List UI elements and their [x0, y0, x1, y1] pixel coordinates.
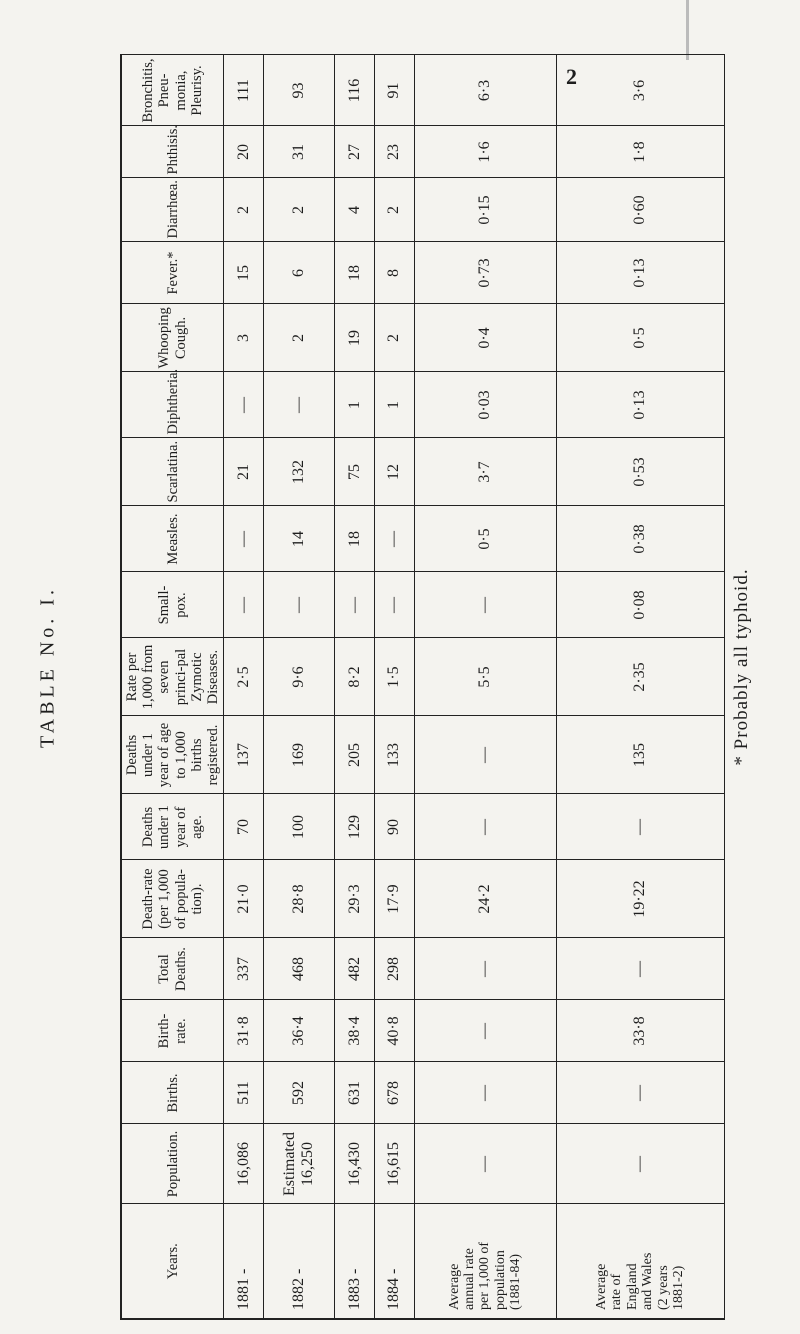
table-cell: 40·8 — [374, 1000, 414, 1062]
table-cell: 27 — [335, 126, 375, 178]
table-cell: 28·8 — [264, 860, 335, 938]
table-cell: 592 — [264, 1062, 335, 1124]
table-cell: 0·15 — [414, 178, 556, 242]
table-cell: 16,086 — [224, 1124, 264, 1204]
column-header: Years. — [121, 1204, 224, 1319]
column-header: Population. — [121, 1124, 224, 1204]
table-cell: — — [414, 1000, 556, 1062]
table-row — [335, 55, 375, 1319]
table-body — [224, 55, 725, 1319]
table-cell: — — [224, 506, 264, 572]
table-cell: 0·5 — [414, 506, 556, 572]
table-cell: 70 — [224, 794, 264, 860]
year-label: 1884 - — [374, 1204, 414, 1319]
table-cell: 111 — [224, 55, 264, 126]
column-header: Small-pox. — [121, 572, 224, 638]
average-label-line: 1881-2) — [671, 1265, 687, 1310]
column-header: Bronchitis, Pneu-monia, Pleurisy. — [121, 55, 224, 126]
vital-statistics-table — [120, 55, 725, 1321]
table-cell: 169 — [264, 716, 335, 794]
column-header: Whooping Cough. — [121, 304, 224, 372]
table-cell: 31 — [264, 126, 335, 178]
table-cell: 1·8 — [556, 126, 724, 178]
table-cell: 0·4 — [414, 304, 556, 372]
table-cell: — — [556, 1124, 724, 1204]
table-cell: 20 — [224, 126, 264, 178]
average-row — [414, 55, 556, 1319]
table-cell: 298 — [374, 938, 414, 1000]
year-label: 1881 - — [224, 1204, 264, 1319]
table-cell: 100 — [264, 794, 335, 860]
column-header: Phthisis. — [121, 126, 224, 178]
table-cell: 129 — [335, 794, 375, 860]
table-cell: 36·4 — [264, 1000, 335, 1062]
table-cell: 31·8 — [224, 1000, 264, 1062]
table-cell: 3 — [224, 304, 264, 372]
table-cell: 23 — [374, 126, 414, 178]
column-header: Deaths under 1 year of age. — [121, 794, 224, 860]
average-label-line: annual rate — [462, 1248, 478, 1310]
table-cell: — — [224, 572, 264, 638]
table-cell: 24·2 — [414, 860, 556, 938]
table-cell: — — [556, 794, 724, 860]
table-cell: 4 — [335, 178, 375, 242]
table-cell: — — [335, 572, 375, 638]
table-cell: 0·53 — [556, 438, 724, 506]
average-label — [556, 1204, 724, 1319]
table-cell: — — [264, 372, 335, 438]
table-cell: 482 — [335, 938, 375, 1000]
table-cell: 132 — [264, 438, 335, 506]
table-cell: 93 — [264, 55, 335, 126]
table-cell: 19·22 — [556, 860, 724, 938]
column-header: Births. — [121, 1062, 224, 1124]
table-cell: 12 — [374, 438, 414, 506]
table-cell: 116 — [335, 55, 375, 126]
table-row — [224, 55, 264, 1319]
table-cell: 0·13 — [556, 372, 724, 438]
year-label: 1883 - — [335, 1204, 375, 1319]
average-label-line: Average — [594, 1263, 610, 1310]
table-cell: 29·3 — [335, 860, 375, 938]
table-cell: 337 — [224, 938, 264, 1000]
table-cell: — — [224, 372, 264, 438]
table-cell: 133 — [374, 716, 414, 794]
column-header: Death-rate (per 1,000 of popula-tion). — [121, 860, 224, 938]
average-label — [414, 1204, 556, 1319]
table-row — [374, 55, 414, 1319]
table-cell: — — [374, 506, 414, 572]
header-row — [121, 55, 224, 1319]
column-header: Diphtheria. — [121, 372, 224, 438]
table-cell: 135 — [556, 716, 724, 794]
table-cell: 19 — [335, 304, 375, 372]
table-cell: 33·8 — [556, 1000, 724, 1062]
table-cell: 0·60 — [556, 178, 724, 242]
table-cell: 1·6 — [414, 126, 556, 178]
table-cell: Estimated 16,250 — [264, 1124, 335, 1204]
column-header: Rate per 1,000 from seven princi-pal Zymotic Diseases. — [121, 638, 224, 716]
table-cell: 0·73 — [414, 242, 556, 304]
table-cell: 631 — [335, 1062, 375, 1124]
table-cell: 21 — [224, 438, 264, 506]
table-cell: 6·3 — [414, 55, 556, 126]
footnote: * Probably all typhoid. — [731, 568, 752, 766]
table-cell: 205 — [335, 716, 375, 794]
table-cell: 511 — [224, 1062, 264, 1124]
table-cell: 9·6 — [264, 638, 335, 716]
table-cell: — — [374, 572, 414, 638]
table-cell: 38·4 — [335, 1000, 375, 1062]
table-cell: 18 — [335, 242, 375, 304]
table-cell: 8·2 — [335, 638, 375, 716]
table-cell: — — [414, 794, 556, 860]
table-cell: 2 — [264, 178, 335, 242]
table-cell: 15 — [224, 242, 264, 304]
column-header: Deaths under 1 year of age to 1,000 births registered. — [121, 716, 224, 794]
table-cell: 0·13 — [556, 242, 724, 304]
average-row — [556, 55, 724, 1319]
statistics-table-container — [120, 58, 725, 1320]
table-cell: 91 — [374, 55, 414, 126]
table-cell: 17·9 — [374, 860, 414, 938]
table-cell: 6 — [264, 242, 335, 304]
table-title: TABLE No. I. — [36, 586, 59, 748]
table-cell: 5·5 — [414, 638, 556, 716]
average-label-line: (2 years — [655, 1265, 671, 1310]
table-cell: 90 — [374, 794, 414, 860]
page-number: 2 — [566, 64, 577, 89]
table-cell: 0·08 — [556, 572, 724, 638]
table-cell: 3·6 — [556, 55, 724, 126]
table-cell: — — [556, 938, 724, 1000]
binding-mark — [686, 0, 689, 60]
average-label-line: per 1,000 of — [477, 1241, 493, 1310]
table-cell: 8 — [374, 242, 414, 304]
table-cell: 3·7 — [414, 438, 556, 506]
table-cell: 2·35 — [556, 638, 724, 716]
table-cell: 2 — [264, 304, 335, 372]
table-cell: — — [414, 1062, 556, 1124]
average-label-line: (1881-84) — [508, 1254, 524, 1310]
average-label-line: Average — [446, 1263, 462, 1310]
column-header: Scarlatina. — [121, 438, 224, 506]
table-cell: 2·5 — [224, 638, 264, 716]
table-cell: — — [414, 1124, 556, 1204]
table-cell: 137 — [224, 716, 264, 794]
column-header: Birth-rate. — [121, 1000, 224, 1062]
table-cell: 0·38 — [556, 506, 724, 572]
table-cell: 468 — [264, 938, 335, 1000]
column-header: Total Deaths. — [121, 938, 224, 1000]
table-cell: 75 — [335, 438, 375, 506]
average-label-line: rate of — [609, 1273, 625, 1310]
table-cell: 2 — [374, 304, 414, 372]
table-cell: 16,615 — [374, 1124, 414, 1204]
year-label: 1882 - — [264, 1204, 335, 1319]
table-cell: — — [414, 716, 556, 794]
table-cell: 1 — [374, 372, 414, 438]
table-cell: 0·03 — [414, 372, 556, 438]
average-label-line: England — [624, 1263, 640, 1310]
table-cell: — — [414, 938, 556, 1000]
table-cell: 16,430 — [335, 1124, 375, 1204]
column-header: Measles. — [121, 506, 224, 572]
column-header: Fever.* — [121, 242, 224, 304]
table-cell: — — [556, 1062, 724, 1124]
table-cell: 14 — [264, 506, 335, 572]
table-cell: 1 — [335, 372, 375, 438]
table-cell: 21·0 — [224, 860, 264, 938]
table-cell: 2 — [374, 178, 414, 242]
table-cell: 2 — [224, 178, 264, 242]
average-label-line: and Wales — [640, 1252, 656, 1310]
average-label-line: population — [492, 1250, 508, 1310]
column-header: Diarrhœa. — [121, 178, 224, 242]
table-cell: 18 — [335, 506, 375, 572]
table-cell: 678 — [374, 1062, 414, 1124]
table-cell: 0·5 — [556, 304, 724, 372]
table-row — [264, 55, 335, 1319]
table-cell: 1·5 — [374, 638, 414, 716]
table-cell: — — [414, 572, 556, 638]
table-cell: — — [264, 572, 335, 638]
